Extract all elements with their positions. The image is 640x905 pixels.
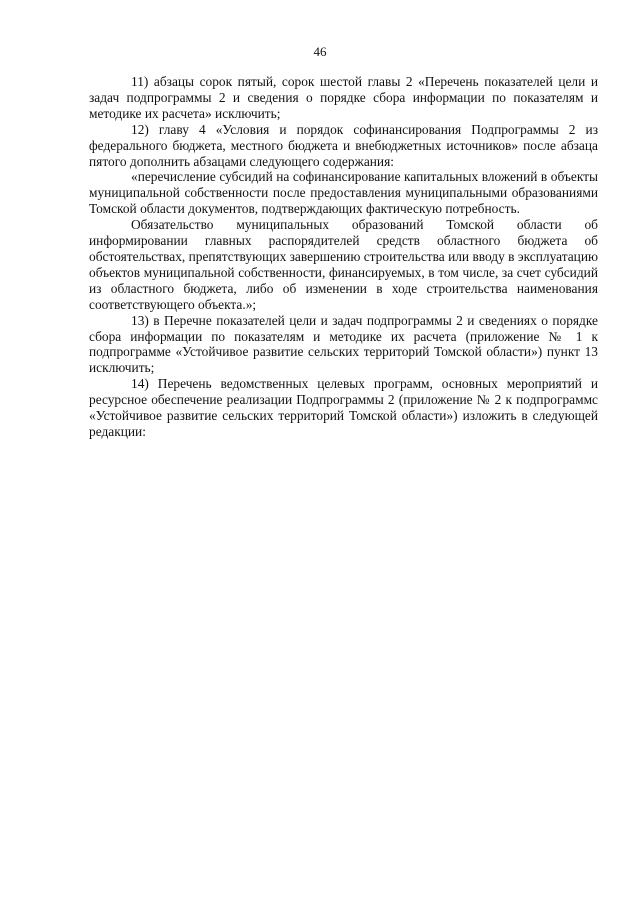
- paragraph-quoted-obligation: Обязательство муниципальных образований Томской области об информировании главных распорядителей средств областного бюджета об обстоятельствах, препятствующих завершению строительства или вводу в эксплуатацию объектов муниципальной собственности, финансируемых, в том числе, за счет субсидий из областного бюджета, либо об изменении в ходе строительства наименования соответствующего объекта.»;: [89, 217, 598, 312]
- paragraph-item-11: 11) абзацы сорок пятый, сорок шестой главы 2 «Перечень показателей цели и задач подпрограммы 2 и сведения о порядке сбора информации по показателям и методике их расчета» исключить;: [89, 74, 598, 121]
- paragraph-quoted-subsidies: «перечисление субсидий на софинансирование капитальных вложений в объекты муниципальной собственности после предоставления муниципальными образованиями Томской области документов, подтверждающих фактическую потребность.: [89, 169, 598, 217]
- paragraph-item-13: 13) в Перечне показателей цели и задач подпрограммы 2 и сведениях о порядке сбора информации по показателям и методике их расчета (приложение № 1 к подпрограмме «Устойчивое развитие сельских территорий Томской области») пункт 13 исключить;: [89, 312, 598, 376]
- document-body: [89, 74, 598, 440]
- page-number: 46: [313, 44, 327, 59]
- paragraph-item-14: 14) Перечень ведомственных целевых программ, основных мероприятий и ресурсное обеспечение реализации Подпрограммы 2 (приложение № 2 к подпрограммс «Устойчивое развитие сельских территорий Томской области») изложить в следующей редакции:: [89, 376, 598, 439]
- paragraph-item-12: 12) главу 4 «Условия и порядок софинансирования Подпрограммы 2 из федерального бюджета, местного бюджета и внебюджетных источников» после абзаца пятого дополнить абзацами следующего содержания:: [89, 121, 598, 169]
